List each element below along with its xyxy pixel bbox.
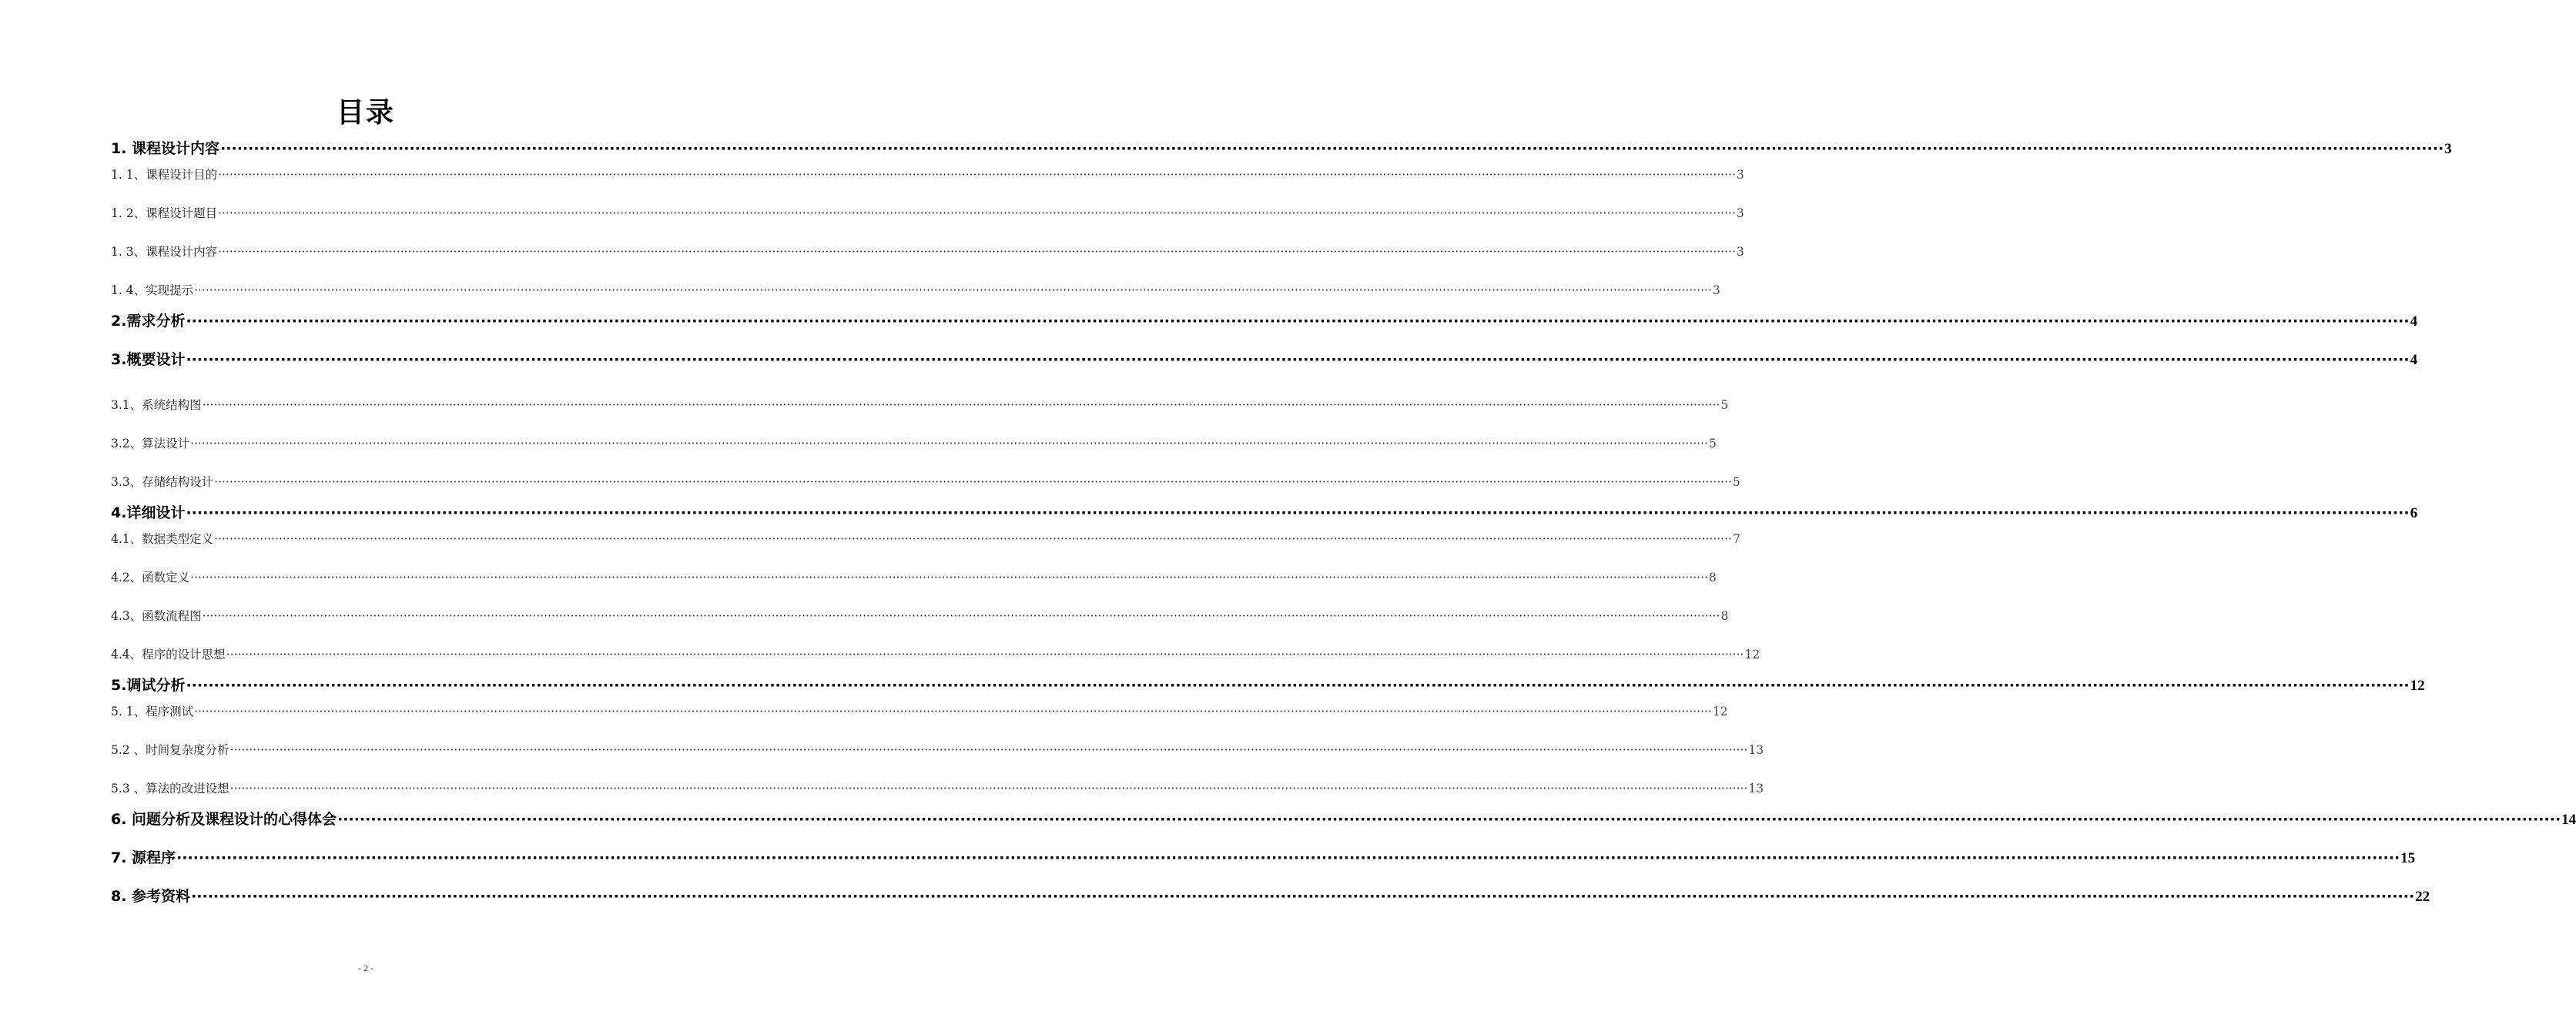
toc-page-number: 4	[2410, 352, 2418, 368]
dot-leader: ················································································································································································································································································································································································································	[229, 782, 1748, 796]
toc-page-number: 13	[1748, 782, 1764, 796]
toc-section-entry[interactable]	[111, 741, 1764, 758]
toc-entry-label: 3.1、系统结构图	[111, 398, 202, 412]
toc-entry-label: 5.调试分析	[111, 677, 186, 694]
dot-leader: ················································································································································································································································································································································································································	[190, 571, 1708, 584]
toc-entry-label: 4.2、函数定义	[111, 571, 190, 584]
dot-leader: ················································································································································································································································································································································································································	[218, 245, 1736, 259]
toc-entry-label: 5.3 、算法的改进设想	[111, 782, 229, 796]
toc-page-number: 12	[2410, 678, 2425, 694]
dot-leader: ················································································································································································································································································································································································································	[226, 648, 1744, 662]
toc-entry-label: 4.3、函数流程图	[111, 609, 202, 623]
toc-chapter-entry[interactable]	[111, 310, 2418, 330]
toc-section-entry[interactable]	[111, 702, 1728, 719]
toc-page-number: 14	[2561, 812, 2576, 828]
toc-chapter-entry[interactable]	[111, 501, 2418, 522]
toc-chapter-entry[interactable]	[111, 885, 2430, 906]
dot-leader: ················································································································································································································································································································································································································	[218, 206, 1736, 220]
toc-section-entry[interactable]	[111, 243, 1744, 260]
dot-leader: ················································································································································································································································································································································································································	[186, 677, 2410, 694]
toc-entry-label: 1. 3、课程设计内容	[111, 245, 218, 259]
toc-chapter-entry[interactable]	[111, 808, 2576, 829]
toc-entry-label: 4.4、程序的设计思想	[111, 648, 226, 662]
dot-leader: ················································································································································································································································································································································································································	[337, 811, 2561, 828]
toc-page-number: 3	[2444, 141, 2452, 157]
toc-page-number: 5	[1708, 437, 1717, 451]
dot-leader: ················································································································································································································································································································································································································	[191, 888, 2415, 905]
dot-leader: ················································································································································································································································································································································································································	[186, 351, 2410, 368]
dot-leader: ················································································································································································································································································································································································································	[176, 849, 2400, 866]
toc-chapter-entry[interactable]	[111, 846, 2416, 867]
dot-leader: ················································································································································································································································································································································································································	[214, 532, 1732, 546]
toc-section-entry[interactable]	[111, 396, 1729, 413]
dot-leader: ················································································································································································································································································································································································································	[186, 504, 2410, 521]
dot-leader: ················································································································································································································································································································································································································	[214, 475, 1732, 489]
toc-entry-label: 3.概要设计	[111, 351, 186, 368]
toc-entry-label: 6. 问题分析及课程设计的心得体会	[111, 811, 337, 828]
toc-entry-label: 1. 2、课程设计题目	[111, 206, 218, 220]
toc-page-number: 12	[1712, 705, 1728, 718]
toc-page-number: 12	[1744, 648, 1760, 662]
toc-section-entry[interactable]	[111, 568, 1717, 585]
toc-entry-label: 1. 4、实现提示	[111, 283, 194, 297]
toc-entry-label: 7. 源程序	[111, 849, 176, 866]
dot-leader: ················································································································································································································································································································································································································	[202, 609, 1720, 623]
toc-page-number: 3	[1736, 245, 1744, 259]
toc-section-entry[interactable]	[111, 204, 1744, 221]
toc-page-number: 3	[1736, 206, 1744, 220]
toc-chapter-entry[interactable]	[111, 137, 2452, 158]
dot-leader: ················································································································································································································································································································································································································	[186, 313, 2410, 330]
toc-page-number: 13	[1748, 743, 1764, 757]
toc-page-number: 3	[1736, 168, 1744, 182]
toc-page-number: 4	[2410, 313, 2418, 330]
toc-entry-label: 4.1、数据类型定义	[111, 532, 214, 546]
toc-page-number: 3	[1712, 283, 1720, 297]
page-number-footer: - 2 -	[358, 963, 374, 973]
toc-section-entry[interactable]	[111, 779, 1764, 796]
toc-page-number: 5	[1732, 475, 1740, 489]
toc-entry-label: 8. 参考资料	[111, 888, 191, 905]
dot-leader: ················································································································································································································································································································································································································	[202, 398, 1720, 412]
toc-entry-label: 2.需求分析	[111, 313, 186, 330]
dot-leader: ················································································································································································································································································································································································································	[194, 705, 1712, 718]
toc-section-entry[interactable]	[111, 473, 1740, 490]
toc-chapter-entry[interactable]	[111, 674, 2425, 695]
toc-section-entry[interactable]	[111, 281, 1720, 298]
toc-entry-label: 5.2 、时间复杂度分析	[111, 743, 229, 757]
toc-entry-label: 3.2、算法设计	[111, 437, 190, 451]
toc-section-entry[interactable]	[111, 645, 1760, 662]
toc-section-entry[interactable]	[111, 166, 1744, 183]
toc-page-number: 5	[1720, 398, 1729, 412]
toc-page-number: 7	[1732, 532, 1740, 546]
dot-leader: ················································································································································································································································································································································································································	[190, 437, 1708, 451]
toc-chapter-entry[interactable]	[111, 348, 2418, 369]
toc-section-entry[interactable]	[111, 607, 1729, 624]
dot-leader: ················································································································································································································································································································································································································	[218, 168, 1736, 182]
dot-leader: ················································································································································································································································································································································································································	[229, 743, 1748, 757]
toc-entry-label: 1. 课程设计内容	[111, 140, 220, 157]
toc-section-entry[interactable]	[111, 434, 1717, 451]
dot-leader: ················································································································································································································································································································································································································	[194, 283, 1712, 297]
toc-section-entry[interactable]	[111, 530, 1740, 547]
dot-leader: ················································································································································································································································································································································································································	[220, 140, 2444, 157]
toc-page-number: 8	[1708, 571, 1717, 584]
toc-entry-label: 4.详细设计	[111, 504, 186, 521]
toc-page-number: 22	[2415, 889, 2430, 905]
toc-page-number: 6	[2410, 505, 2418, 521]
toc-entry-label: 3.3、存储结构设计	[111, 475, 214, 489]
toc-page-number: 8	[1720, 609, 1729, 623]
toc-entry-label: 1. 1、课程设计目的	[111, 168, 218, 182]
toc-entry-label: 5. 1、程序测试	[111, 705, 194, 718]
page-title: 目录	[336, 97, 395, 129]
toc-page-number: 15	[2400, 850, 2416, 866]
